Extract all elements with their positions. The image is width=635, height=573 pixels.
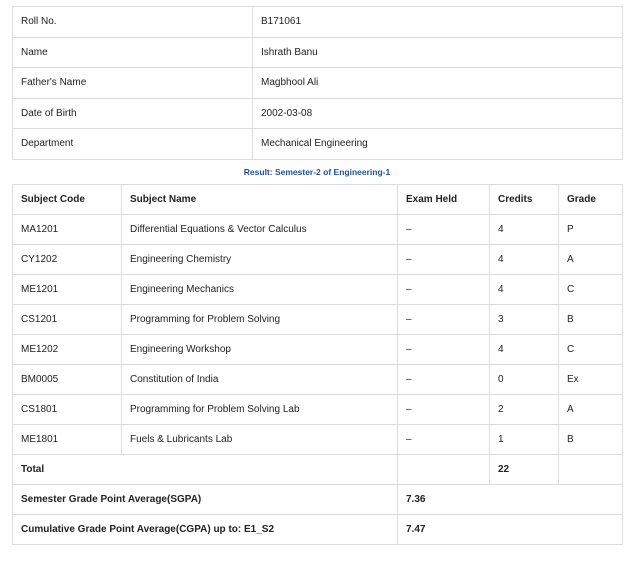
subject-name: Differential Equations & Vector Calculus (122, 214, 398, 244)
exam-held: – (398, 424, 490, 454)
info-row-department (13, 129, 623, 160)
credits: 1 (490, 424, 559, 454)
table-row (13, 364, 623, 394)
info-row-roll-no (13, 7, 623, 38)
credits: 4 (490, 244, 559, 274)
exam-held: – (398, 394, 490, 424)
info-label: Name (13, 37, 253, 68)
info-value: 2002-03-08 (253, 98, 623, 129)
grade: A (559, 244, 623, 274)
result-page (12, 6, 622, 545)
grade: Ex (559, 364, 623, 394)
subject-name: Fuels & Lubricants Lab (122, 424, 398, 454)
table-row (13, 334, 623, 364)
subject-code: ME1202 (13, 334, 122, 364)
total-row (13, 454, 623, 484)
info-label: Roll No. (13, 7, 253, 38)
subject-code: BM0005 (13, 364, 122, 394)
subject-code: CS1201 (13, 304, 122, 334)
total-credits: 22 (490, 454, 559, 484)
cgpa-label: Cumulative Grade Point Average(CGPA) up to: E1_S2 (13, 514, 398, 544)
header-grade: Grade (559, 184, 623, 214)
table-row (13, 274, 623, 304)
subject-code: ME1201 (13, 274, 122, 304)
subject-name: Engineering Workshop (122, 334, 398, 364)
table-row (13, 304, 623, 334)
cgpa-row (13, 514, 623, 544)
info-label: Date of Birth (13, 98, 253, 129)
header-credits: Credits (490, 184, 559, 214)
info-value: Mechanical Engineering (253, 129, 623, 160)
subject-code: CS1801 (13, 394, 122, 424)
info-row-name (13, 37, 623, 68)
exam-held: – (398, 214, 490, 244)
grade: B (559, 304, 623, 334)
credits: 4 (490, 334, 559, 364)
result-caption: Result: Semester-2 of Engineering-1 (243, 166, 391, 177)
grade: C (559, 274, 623, 304)
exam-held: – (398, 274, 490, 304)
table-row (13, 214, 623, 244)
total-exam-held-empty (398, 454, 490, 484)
grade: B (559, 424, 623, 454)
credits: 4 (490, 214, 559, 244)
credits: 3 (490, 304, 559, 334)
info-value: Ishrath Banu (253, 37, 623, 68)
table-row (13, 394, 623, 424)
credits: 4 (490, 274, 559, 304)
exam-held: – (398, 304, 490, 334)
sgpa-label: Semester Grade Point Average(SGPA) (13, 484, 398, 514)
header-subject-code: Subject Code (13, 184, 122, 214)
header-exam-held: Exam Held (398, 184, 490, 214)
info-label: Father's Name (13, 68, 253, 99)
exam-held: – (398, 334, 490, 364)
exam-held: – (398, 244, 490, 274)
subject-name: Programming for Problem Solving (122, 304, 398, 334)
header-subject-name: Subject Name (122, 184, 398, 214)
grade: P (559, 214, 623, 244)
info-label: Department (13, 129, 253, 160)
subject-code: CY1202 (13, 244, 122, 274)
subject-name: Engineering Mechanics (122, 274, 398, 304)
results-table (12, 184, 623, 545)
info-value: Magbhool Ali (253, 68, 623, 99)
sgpa-row (13, 484, 623, 514)
info-value: B171061 (253, 7, 623, 38)
grade: A (559, 394, 623, 424)
credits: 0 (490, 364, 559, 394)
total-grade-empty (559, 454, 623, 484)
cgpa-value: 7.47 (398, 514, 623, 544)
info-row-fathers-name (13, 68, 623, 99)
subject-name: Constitution of India (122, 364, 398, 394)
table-row (13, 424, 623, 454)
grade: C (559, 334, 623, 364)
table-row (13, 244, 623, 274)
results-header-row (13, 184, 623, 214)
exam-held: – (398, 364, 490, 394)
sgpa-value: 7.36 (398, 484, 623, 514)
subject-name: Engineering Chemistry (122, 244, 398, 274)
student-info-table (12, 6, 623, 160)
subject-code: MA1201 (13, 214, 122, 244)
info-row-date-of-birth (13, 98, 623, 129)
credits: 2 (490, 394, 559, 424)
subject-name: Programming for Problem Solving Lab (122, 394, 398, 424)
subject-code: ME1801 (13, 424, 122, 454)
total-label: Total (13, 454, 398, 484)
